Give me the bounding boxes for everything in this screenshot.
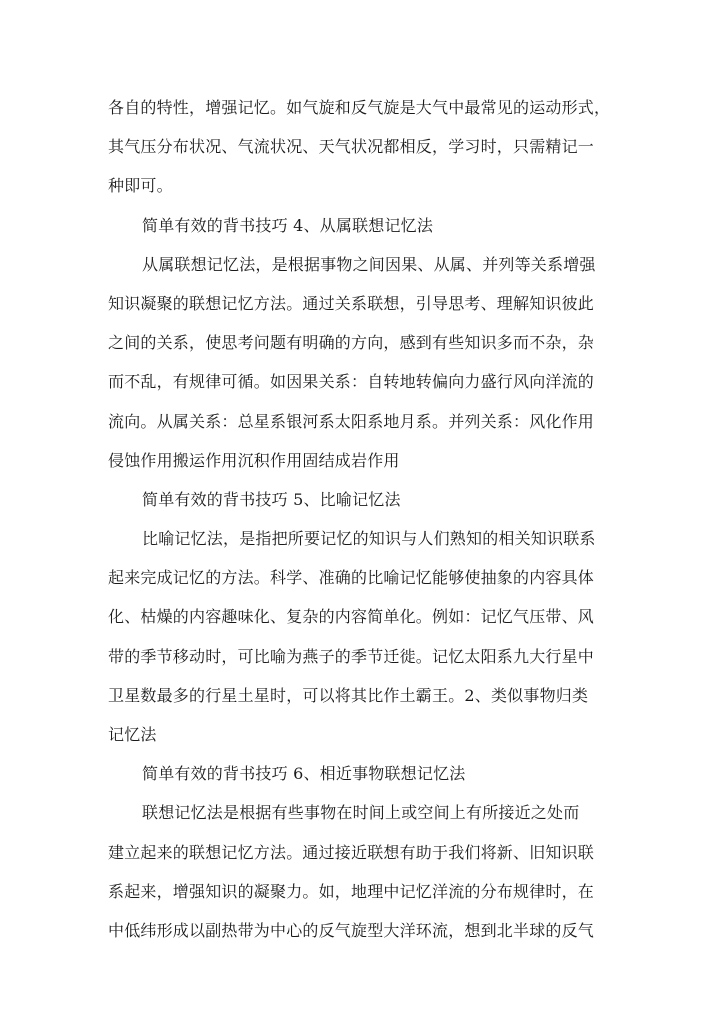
document-page bbox=[108, 88, 612, 950]
text-line: 卫星数最多的行星土星时，可以将其比作土霸王。2、类似事物归类 bbox=[108, 685, 589, 705]
text-line: 之间的关系，使思考问题有明确的方向，感到有些知识多而不杂，杂 bbox=[108, 333, 595, 353]
text-line: 种即可。 bbox=[108, 176, 173, 196]
text-line: 联想记忆法是根据有些事物在时间上或空间上有所接近之处而 bbox=[142, 803, 580, 823]
text-line: 记忆法 bbox=[108, 725, 157, 744]
text-line: 知识凝聚的联想记忆方法。通过关系联想，引导思考、理解知识彼此 bbox=[108, 293, 595, 313]
text-line: 侵蚀作用搬运作用沉积作用固结成岩作用 bbox=[108, 450, 400, 470]
text-line: 从属联想记忆法，是根据事物之间因果、从属、并列等关系增强 bbox=[142, 254, 596, 274]
section-heading: 简单有效的背书技巧 5、比喻记忆法 bbox=[142, 489, 401, 509]
text-line: 带的季节移动时，可比喻为燕子的季节迁徙。记忆太阳系九大行星中 bbox=[108, 646, 595, 666]
text-line: 其气压分布状况、气流状况、天气状况都相反，学习时，只需精记一 bbox=[108, 137, 595, 157]
text-line: 系起来，增强知识的凝聚力。如，地理中记忆洋流的分布规律时，在 bbox=[108, 881, 595, 901]
text-line: 比喻记忆法，是指把所要记忆的知识与人们熟知的相关知识联系 bbox=[142, 529, 596, 549]
text-line: 起来完成记忆的方法。科学、准确的比喻记忆能够使抽象的内容具体 bbox=[108, 568, 595, 588]
text-line: 而不乱，有规律可循。如因果关系：自转地转偏向力盛行风向洋流的 bbox=[108, 372, 595, 392]
text-line: 各自的特性，增强记忆。如气旋和反气旋是大气中最常见的运动形式， bbox=[108, 98, 611, 117]
section-heading: 简单有效的背书技巧 4、从属联想记忆法 bbox=[142, 215, 434, 235]
text-line: 中低纬形成以副热带为中心的反气旋型大洋环流，想到北半球的反气 bbox=[108, 920, 595, 940]
section-heading: 简单有效的背书技巧 6、相近事物联想记忆法 bbox=[142, 764, 466, 784]
text-line: 化、枯燥的内容趣味化、复杂的内容简单化。例如：记忆气压带、风 bbox=[108, 607, 595, 627]
text-line: 流向。从属关系：总星系银河系太阳系地月系。并列关系：风化作用 bbox=[108, 411, 595, 431]
text-line: 建立起来的联想记忆方法。通过接近联想有助于我们将新、旧知识联 bbox=[108, 842, 595, 862]
